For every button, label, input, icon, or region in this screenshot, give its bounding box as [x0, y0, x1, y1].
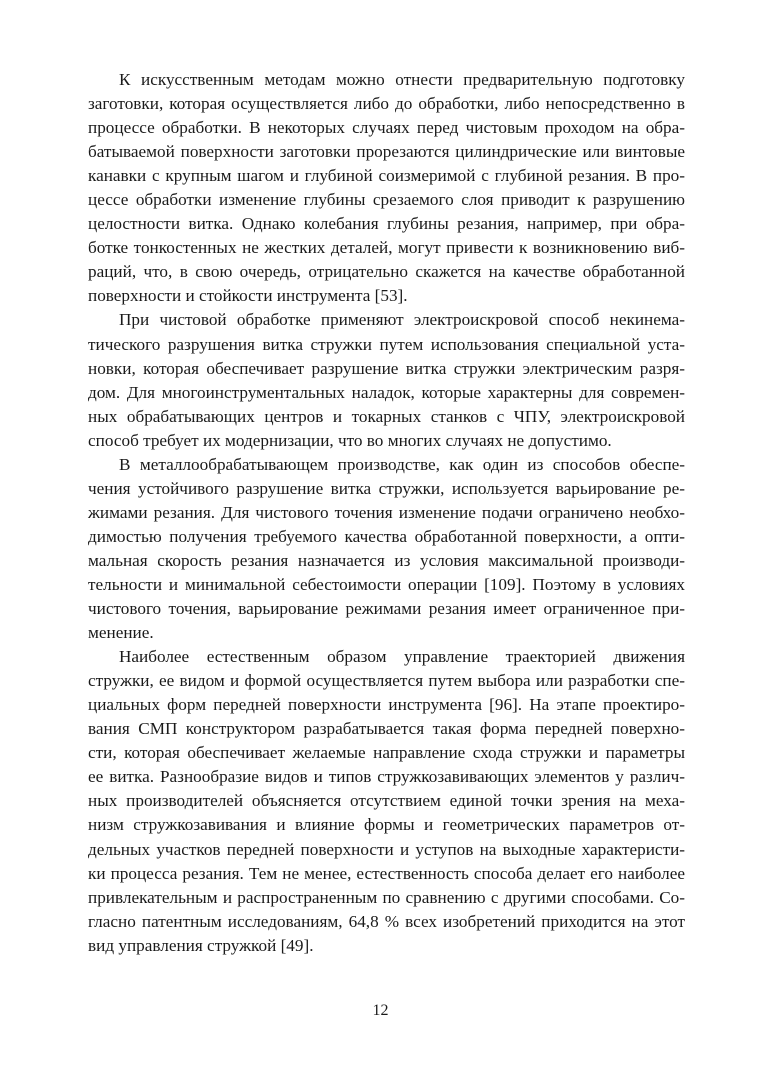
text-line: тического разрушения витка стружки путем использования специальной уста- [88, 334, 685, 354]
text-line: раций, что, в свою очередь, отрицательно скажется на качестве обработанной [88, 262, 685, 282]
text-line: новки, которая обеспечивает разрушение витка стружки электрическим разря- [88, 358, 685, 378]
text-line: сти, которая обеспечивает желаемые направление схода стружки и параметры [88, 743, 685, 763]
text-line: дом. Для многоинструментальных наладок, которые характерны для современ- [88, 382, 685, 402]
text-line: ных производителей объясняется отсутствием единой точки зрения на меха- [88, 791, 685, 811]
text-line: низм стружкозавивания и влияние формы и геометрических параметров от- [88, 815, 685, 835]
text-line: вид управления стружкой [49]. [88, 935, 314, 955]
page-number: 12 [372, 1002, 389, 1019]
paragraph [88, 308, 685, 452]
text-line: заготовки, которая осуществляется либо до обработки, либо непосредственно в [88, 94, 685, 114]
text-line: способ требует их модернизации, что во многих случаях не допустимо. [88, 430, 612, 450]
body-text [88, 68, 685, 958]
text-line: канавки с крупным шагом и глубиной соизмеримой с глубиной резания. В про- [88, 166, 685, 186]
text-line: димостью получения требуемого качества обработанной поверхности, а опти- [88, 526, 685, 546]
text-line: К искусственным методам можно отнести предварительную подготовку [119, 70, 685, 89]
text-line: В металлообрабатывающем производстве, как один из способов обеспе- [119, 454, 685, 474]
text-line: привлекательным и распространенным по сравнению с другими способами. Со- [88, 887, 685, 907]
text-line: мальная скорость резания назначается из условия максимальной производи- [88, 550, 685, 570]
text-line: стружки, ее видом и формой осуществляется путем выбора или разработки спе- [88, 671, 685, 691]
text-line: чистового точения, варьирование режимами резания имеет ограниченное при- [88, 599, 685, 619]
paragraph [88, 453, 685, 645]
text-line: ботке тонкостенных не жестких деталей, могут привести к возникновению виб- [88, 238, 685, 258]
text-line: чения устойчивого разрушение витка стружки, используется варьирование ре- [88, 478, 685, 498]
text-line: цессе обработки изменение глубины срезаемого слоя приводит к разрушению [88, 190, 685, 210]
text-line: ки процесса резания. Тем не менее, естественность способа делает его наиболее [88, 863, 685, 883]
text-line: батываемой поверхности заготовки прорезаются цилиндрические или винтовые [88, 142, 685, 162]
text-line: менение. [88, 623, 154, 643]
text-line: При чистовой обработке применяют электроискровой способ некинема- [119, 310, 685, 330]
text-line: Наиболее естественным образом управление траекторией движения [119, 647, 685, 667]
paragraph [88, 68, 685, 308]
text-line: целостности витка. Однако колебания глубины резания, например, при обра- [88, 214, 685, 234]
text-line: циальных форм передней поверхности инструмента [96]. На этапе проектиро- [88, 695, 685, 715]
text-line: дельных участков передней поверхности и уступов на выходные характеристи- [88, 839, 685, 859]
text-line: вания СМП конструктором разрабатывается такая форма передней поверхно- [88, 719, 685, 739]
text-line: ее витка. Разнообразие видов и типов стружкозавивающих элементов у различ- [88, 767, 685, 787]
text-line: гласно патентным исследованиям, 64,8 % всех изобретений приходится на этот [88, 911, 685, 931]
text-line: ных обрабатывающих центров и токарных станков с ЧПУ, электроискровой [88, 406, 685, 426]
paragraph [88, 645, 685, 958]
text-line: жимами резания. Для чистового точения изменение подачи ограничено необхо- [88, 502, 685, 522]
text-line: процессе обработки. В некоторых случаях перед чистовым проходом на обра- [88, 118, 685, 138]
text-line: тельности и минимальной себестоимости операции [109]. Поэтому в условиях [88, 574, 685, 594]
text-line: поверхности и стойкости инструмента [53]. [88, 286, 408, 306]
